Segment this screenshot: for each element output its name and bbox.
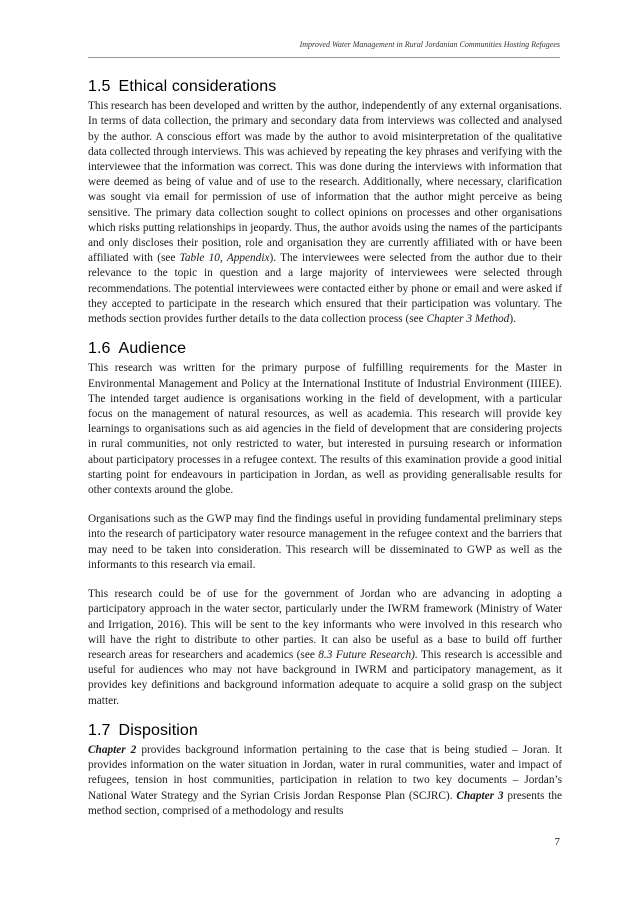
cross-reference: 8.3 Future Research). [318, 648, 418, 661]
text-run: ). The interviewees were selected from the author due to their relevance to the topic in question and a large majority of interviewees were selected through recommendations. The potential interviewees were contacted either by phone or email and were asked if they accepted to participate in the research which ensured that their participation was voluntary. The methods section provides further details to the data collection process (see [88, 252, 562, 326]
running-header: Improved Water Management in Rural Jordanian Communities Hosting Refugees [299, 40, 560, 49]
chapter-reference: Chapter 2 [88, 743, 137, 756]
section-title: Audience [118, 340, 187, 358]
chapter-reference: Chapter 3 [456, 789, 504, 802]
section-number: 1.5 [88, 78, 111, 95]
text-run: presents the method section, comprised of a methodology and results [88, 789, 563, 817]
text-run: ). [509, 313, 516, 326]
cross-reference: Chapter 3 Method [426, 313, 510, 326]
paragraph [88, 743, 562, 819]
section-title: Ethical considerations [118, 78, 277, 95]
text-run: This research has been developed and written by the author, independently of any external organisations. In terms of data collection, the primary and secondary data from interviews was collected and analysed by the author. A conscious effort was made by the author to avoid misinterpretation of the qualitative data collected through interviews. This was achieved by repeating the key phrases and verifying with the interviewee that the information was correct. This was done during the interviews with information that were deemed as being of value and of use to the research. Additionally, where necessary, clarification was sought via email for permission of use of information that the author might perceive as being sensitive. The primary data collection sought to collect opinions on processes and other organisations which risks putting relationships in jeopardy. Thus, the author avoids using the names of the participants and only discloses their position, role and organisation they are currently affiliated with or have been affiliated with (see [88, 100, 562, 265]
page-number: 7 [554, 836, 560, 848]
cross-reference: Table 10, Appendix [179, 252, 270, 265]
section-title: Disposition [118, 721, 198, 739]
paragraph [88, 587, 562, 709]
section-heading-1-7 [88, 723, 562, 738]
text-run: This research is accessible and useful for audiences who may not have background in IWRM and participatory management, as it provides key definitions and background information adequate to acquire a solid grasp on the subject matter. [88, 648, 563, 707]
text-run: provides background information pertaining to the case that is being studied – Joran. It provides information on the water situation in Jordan, water in rural communities, water and impact of refugees, tension in host communities, participation in relation to two key documents – Jordan’s National Water Strategy and the Syrian Crisis Jordan Response Plan (SCJRC). [88, 743, 562, 802]
page-body [88, 66, 562, 821]
header-rule [88, 57, 560, 58]
paragraph: Organisations such as the GWP may find the findings useful in providing fundamental preliminary steps into the research of participatory water resource management in the refugee context and the barriers that may need to be taken into consideration. This research will be disseminated to GWP as well as the informants to this research via email. [88, 513, 562, 571]
paragraph: This research was written for the primary purpose of fulfilling requirements for the Master in Environmental Management and Policy at the International Institute of Industrial Environment (IIIEE). The intended target audience is organisations working in the field of development, with a particular focus on the management of natural resources, as well as academia. This research will provide key learnings to organisations such as aid agencies in the field of development that are considering projects in rural communities, not only restricted to water, but interested in pursuing research or information about participatory processes in a refugee context. The results of this examination provide a good initial starting point for endeavours in participation in Jordan, as well as providing generalisable results for other contexts around the globe. [88, 362, 562, 497]
paragraph [88, 99, 562, 327]
text-run: This research could be of use for the government of Jordan who are advancing in adopting a participatory approach in the water sector, particularly under the IWRM framework (Ministry of Water and Irrigation, 2016). This will be sent to the key informants who were involved in this research who will have the right to distribute to other parties. It can also be useful as a base to build off further research areas for researchers and academics (see [88, 588, 562, 661]
section-heading-1-5 [88, 79, 562, 94]
section-number: 1.7 [88, 721, 111, 739]
section-heading-1-6 [88, 341, 562, 356]
section-number: 1.6 [88, 340, 111, 358]
